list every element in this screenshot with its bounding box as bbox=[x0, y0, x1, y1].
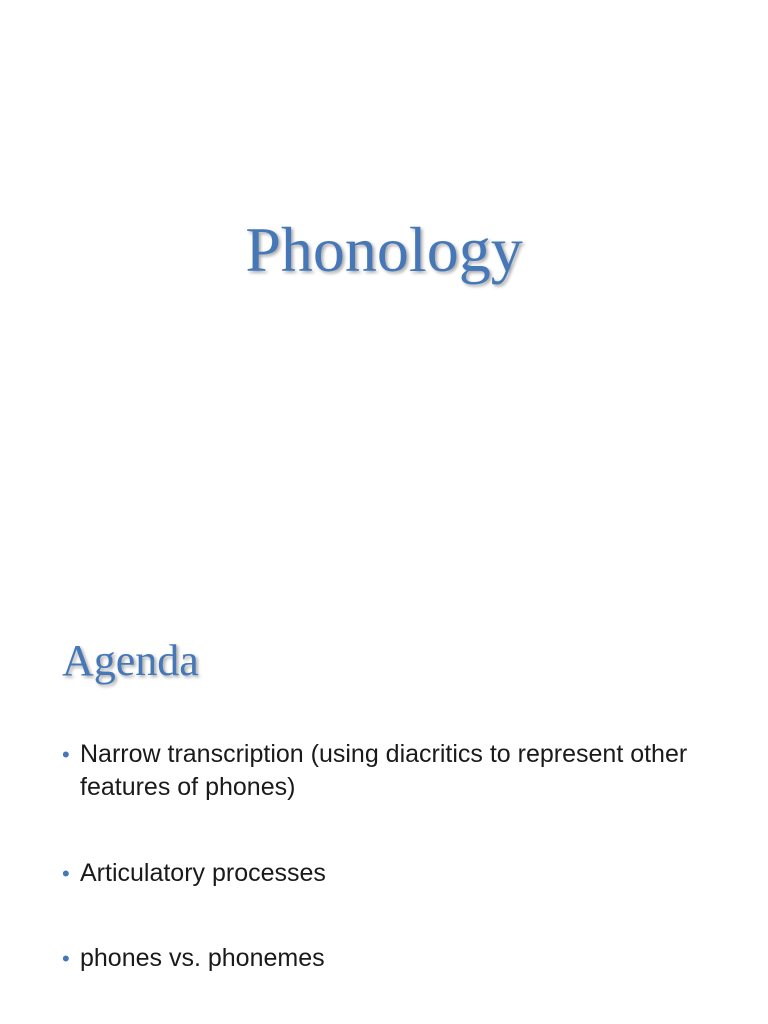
bullet-icon: • bbox=[62, 742, 70, 767]
agenda-list bbox=[62, 738, 722, 975]
bullet-icon: • bbox=[62, 946, 70, 971]
list-item bbox=[62, 857, 722, 890]
list-item-text: Articulatory processes bbox=[80, 859, 326, 887]
list-item-text: phones vs. phonemes bbox=[80, 944, 325, 972]
list-item bbox=[62, 942, 722, 975]
list-item-text: Narrow transcription (using diacritics to represent other features of phones) bbox=[80, 740, 688, 801]
list-item bbox=[62, 738, 722, 804]
slide-title: Phonology bbox=[245, 214, 523, 285]
bullet-icon: • bbox=[62, 861, 70, 886]
agenda-heading: Agenda bbox=[62, 636, 199, 685]
